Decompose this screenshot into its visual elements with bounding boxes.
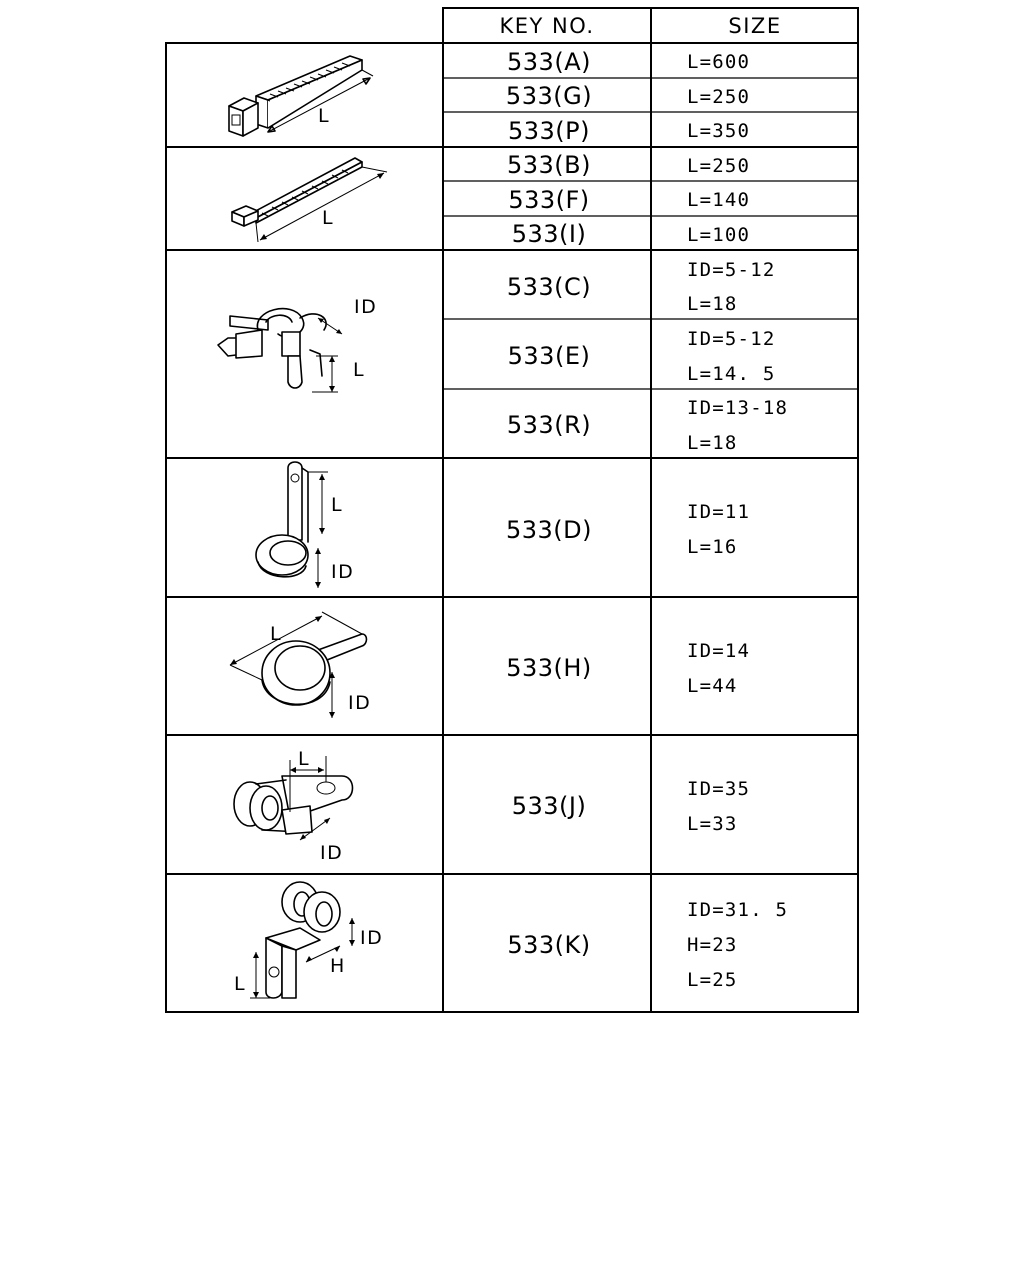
size-533-j-l: L=33	[687, 813, 738, 835]
size-533-k-h: H=23	[687, 934, 738, 956]
push-mount-clip-icon	[218, 296, 377, 392]
dim-label-id: ID	[348, 692, 372, 714]
cushion-clamp-icon	[234, 748, 353, 864]
size-533-k-id: ID=31. 5	[687, 899, 789, 921]
cable-tie-square-head-icon	[229, 56, 373, 136]
dim-label-l: L	[331, 494, 344, 516]
double-loop-bracket-clamp-icon	[234, 882, 383, 998]
size-values	[687, 51, 788, 991]
key-533-f: 533(F)	[508, 186, 590, 214]
size-533-d-l: L=16	[687, 536, 738, 558]
size-533-h-id: ID=14	[687, 640, 751, 662]
dim-label-l: L	[298, 748, 311, 770]
size-533-c-l: L=18	[687, 293, 738, 315]
key-533-r: 533(R)	[506, 411, 592, 439]
key-533-i: 533(I)	[511, 220, 587, 248]
key-no-header: KEY NO.	[499, 14, 595, 38]
size-533-h-l: L=44	[687, 675, 738, 697]
key-533-e: 533(E)	[507, 342, 591, 370]
size-533-i: L=100	[687, 224, 751, 246]
dim-label-l: L	[234, 973, 247, 995]
size-533-a: L=600	[687, 51, 751, 73]
dim-label-id: ID	[320, 842, 344, 864]
size-533-r-id: ID=13-18	[687, 397, 789, 419]
key-533-c: 533(C)	[506, 273, 592, 301]
size-533-f: L=140	[687, 189, 751, 211]
size-533-c-id: ID=5-12	[687, 259, 776, 281]
dim-label-l: L	[270, 623, 283, 645]
size-533-p: L=350	[687, 120, 751, 142]
size-533-e-id: ID=5-12	[687, 328, 776, 350]
size-533-d-id: ID=11	[687, 501, 751, 523]
dim-label-l: L	[322, 207, 335, 229]
key-533-a: 533(A)	[507, 48, 591, 76]
cable-tie-flat-head-icon	[232, 158, 387, 242]
key-533-h: 533(H)	[506, 654, 592, 682]
dim-label-id: ID	[354, 296, 378, 318]
p-clamp-icon	[256, 462, 354, 588]
dim-label-l: L	[318, 105, 331, 127]
dim-label-l: L	[353, 359, 366, 381]
key-533-k: 533(K)	[507, 931, 591, 959]
dim-label-h: H	[330, 955, 346, 977]
dim-label-id: ID	[331, 561, 355, 583]
band-clamp-icon	[230, 612, 371, 718]
size-533-g: L=250	[687, 86, 751, 108]
size-533-b: L=250	[687, 155, 751, 177]
size-533-j-id: ID=35	[687, 778, 751, 800]
size-header: SIZE	[728, 14, 782, 38]
size-533-r-l: L=18	[687, 432, 738, 454]
size-533-k-l: L=25	[687, 969, 738, 991]
size-533-e-l: L=14. 5	[687, 363, 776, 385]
dim-label-id: ID	[360, 927, 384, 949]
key-533-j: 533(J)	[511, 792, 587, 820]
key-533-b: 533(B)	[507, 151, 591, 179]
key-533-g: 533(G)	[505, 82, 593, 110]
key-numbers	[506, 48, 592, 959]
key-533-d: 533(D)	[505, 516, 593, 544]
key-533-p: 533(P)	[507, 117, 591, 145]
